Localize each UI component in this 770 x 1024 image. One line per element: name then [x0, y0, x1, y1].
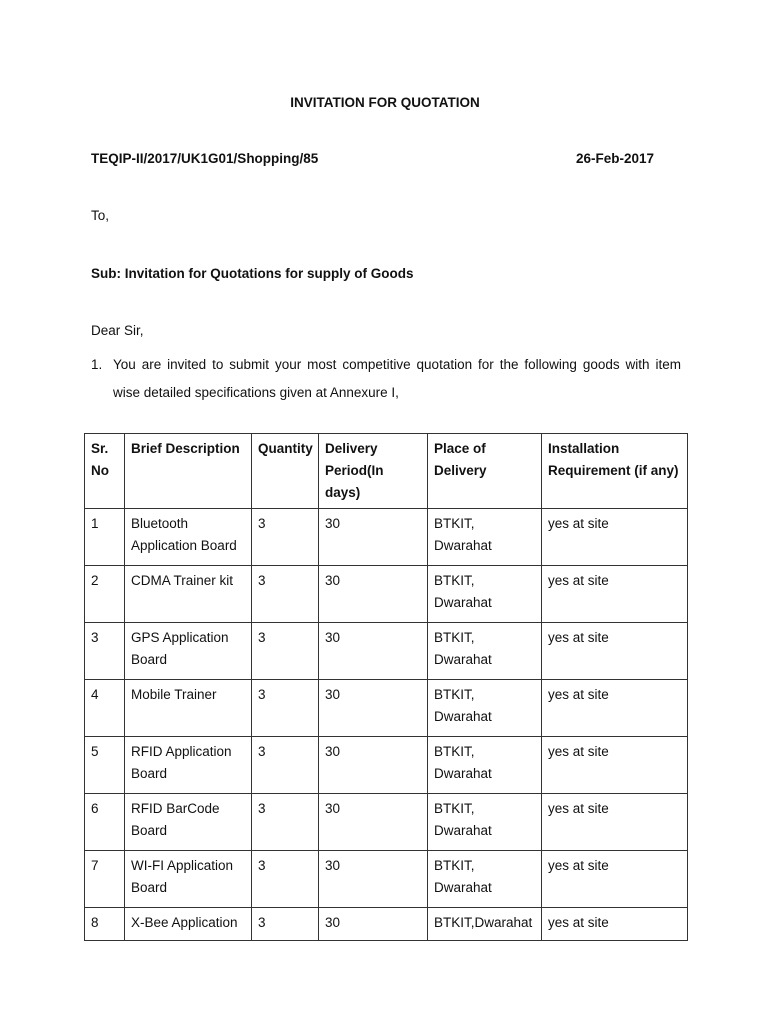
- paragraph-number: 1.: [91, 357, 103, 372]
- table-row: [85, 623, 688, 680]
- table-row: [85, 794, 688, 851]
- header-sr-no: Sr. No: [85, 434, 125, 509]
- cell-quantity: 3: [252, 851, 319, 908]
- cell-period: 30: [319, 794, 428, 851]
- cell-quantity: 3: [252, 680, 319, 737]
- cell-sr: 5: [85, 737, 125, 794]
- cell-installation: yes at site: [542, 680, 688, 737]
- cell-sr: 2: [85, 566, 125, 623]
- header-description: Brief Description: [125, 434, 252, 509]
- cell-description: GPS Application Board: [125, 623, 252, 680]
- cell-description: CDMA Trainer kit: [125, 566, 252, 623]
- cell-quantity: 3: [252, 908, 319, 941]
- cell-quantity: 3: [252, 509, 319, 566]
- table-header-row: [85, 434, 688, 509]
- cell-sr: 7: [85, 851, 125, 908]
- document-title: INVITATION FOR QUOTATION: [290, 95, 480, 110]
- cell-description: Bluetooth Application Board: [125, 509, 252, 566]
- header-place: Place of Delivery: [428, 434, 542, 509]
- document-date: 26-Feb-2017: [576, 151, 655, 166]
- paragraph-text: You are invited to submit your most competitive quotation for the following goods with item wise detailed specifications given at Annexure I,: [113, 357, 681, 400]
- cell-installation: yes at site: [542, 509, 688, 566]
- cell-quantity: 3: [252, 794, 319, 851]
- table-row: [85, 566, 688, 623]
- cell-place: BTKIT, Dwarahat: [428, 509, 542, 566]
- cell-quantity: 3: [252, 623, 319, 680]
- cell-installation: yes at site: [542, 794, 688, 851]
- cell-period: 30: [319, 509, 428, 566]
- goods-table: [84, 433, 688, 941]
- salutation: Dear Sir,: [91, 323, 144, 338]
- cell-installation: yes at site: [542, 566, 688, 623]
- cell-place: BTKIT, Dwarahat: [428, 737, 542, 794]
- cell-sr: 1: [85, 509, 125, 566]
- subject-line: Sub: Invitation for Quotations for supply of Goods: [91, 266, 414, 281]
- cell-place: BTKIT, Dwarahat: [428, 851, 542, 908]
- table-row: [85, 509, 688, 566]
- cell-place: BTKIT, Dwarahat: [428, 623, 542, 680]
- cell-installation: yes at site: [542, 737, 688, 794]
- cell-period: 30: [319, 680, 428, 737]
- cell-sr: 6: [85, 794, 125, 851]
- table-row: [85, 737, 688, 794]
- cell-description: Mobile Trainer: [125, 680, 252, 737]
- cell-description: RFID Application Board: [125, 737, 252, 794]
- cell-place: BTKIT, Dwarahat: [428, 566, 542, 623]
- cell-place: BTKIT, Dwarahat: [428, 794, 542, 851]
- table-row: [85, 680, 688, 737]
- cell-period: 30: [319, 908, 428, 941]
- cell-description: RFID BarCode Board: [125, 794, 252, 851]
- cell-period: 30: [319, 623, 428, 680]
- cell-description: WI-FI Application Board: [125, 851, 252, 908]
- cell-period: 30: [319, 851, 428, 908]
- cell-place: BTKIT, Dwarahat: [428, 680, 542, 737]
- addressee-line: To,: [91, 208, 110, 223]
- table-row: [85, 851, 688, 908]
- reference-number: TEQIP-II/2017/UK1G01/Shopping/85: [91, 151, 319, 166]
- header-delivery-period: Delivery Period(In days): [319, 434, 428, 509]
- cell-period: 30: [319, 737, 428, 794]
- cell-place: BTKIT,Dwarahat: [428, 908, 542, 941]
- cell-sr: 3: [85, 623, 125, 680]
- table-row: [85, 908, 688, 941]
- cell-period: 30: [319, 566, 428, 623]
- cell-sr: 4: [85, 680, 125, 737]
- paragraph-1: [91, 351, 681, 407]
- cell-installation: yes at site: [542, 851, 688, 908]
- cell-sr: 8: [85, 908, 125, 941]
- cell-quantity: 3: [252, 566, 319, 623]
- cell-installation: yes at site: [542, 623, 688, 680]
- cell-description: X-Bee Application: [125, 908, 252, 941]
- header-quantity: Quantity: [252, 434, 319, 509]
- header-installation: Installation Requirement (if any): [542, 434, 688, 509]
- cell-quantity: 3: [252, 737, 319, 794]
- cell-installation: yes at site: [542, 908, 688, 941]
